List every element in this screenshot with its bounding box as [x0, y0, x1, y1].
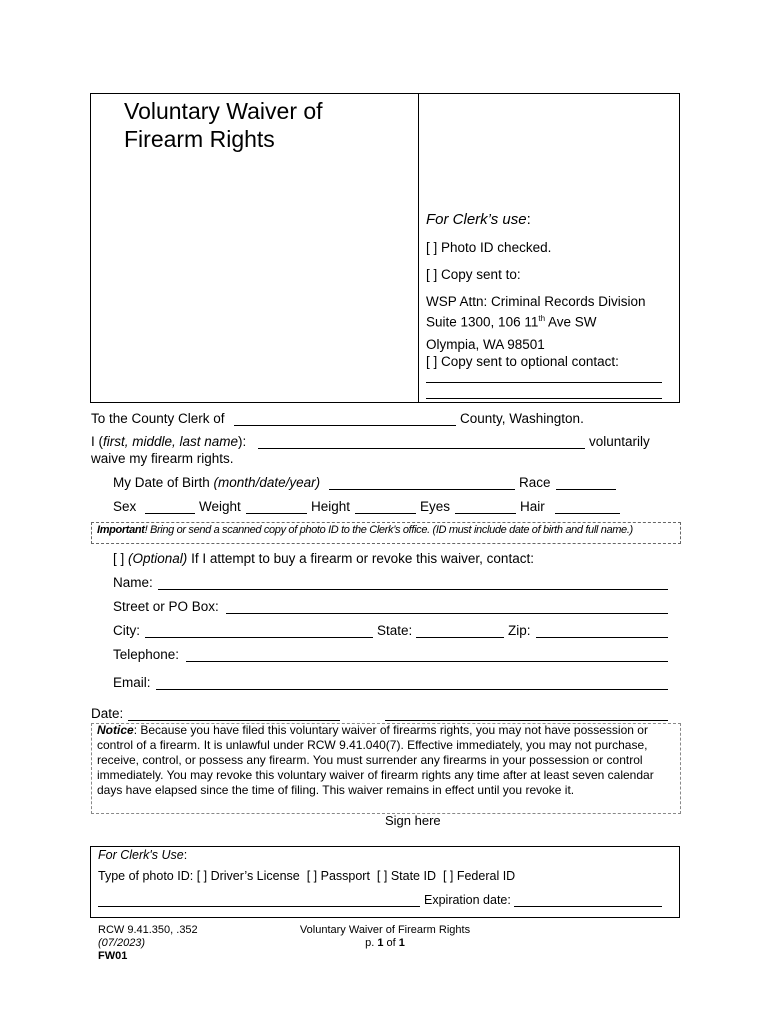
header-divider — [418, 93, 419, 402]
photo-id-type-row — [98, 869, 515, 883]
contact-telephone-label: Telephone: — [113, 647, 180, 662]
height-field[interactable] — [355, 513, 416, 514]
photo-id-type-label: Type of photo ID: — [98, 869, 194, 883]
footer-left — [98, 924, 198, 963]
wsp-line2: Suite 1300, 106 11th Ave SW — [426, 314, 597, 330]
footer-form-number: FW01 — [98, 950, 128, 962]
photo-id-checked-row — [426, 239, 551, 256]
drivers-license-checkbox[interactable]: [ ] — [196, 869, 208, 883]
name-declaration-label: I (first, middle, last name): — [91, 434, 247, 449]
clerk-use-heading: For Clerk’s use: — [426, 211, 531, 228]
optional-contact-checkbox[interactable]: [ ] — [113, 551, 125, 566]
copy-optional-checkbox[interactable]: [ ] — [426, 354, 438, 369]
contact-email-field[interactable] — [156, 689, 668, 690]
copy-optional-row — [426, 353, 619, 370]
passport-checkbox[interactable]: [ ] — [306, 869, 318, 883]
important-note: Important! Bring or send a scanned copy of photo ID to the Clerk’s office. (ID must include date of birth and full name.) — [97, 524, 633, 536]
copy-sent-label: Copy sent to: — [441, 267, 521, 282]
eyes-label: Eyes — [420, 499, 451, 514]
county-washington-label: County, Washington. — [460, 411, 584, 426]
passport-label: Passport — [320, 869, 370, 883]
contact-city-field[interactable] — [145, 637, 373, 638]
hair-label: Hair — [520, 499, 545, 514]
federal-id-label: Federal ID — [456, 869, 516, 883]
expiration-field[interactable] — [514, 906, 662, 907]
contact-state-field[interactable] — [416, 637, 504, 638]
waive-label: waive my firearm rights. — [91, 451, 234, 466]
footer-page: p. 1 of 1 — [365, 937, 405, 949]
copy-sent-row — [426, 266, 521, 283]
optional-contact-line-2[interactable] — [426, 398, 662, 399]
contact-telephone-field[interactable] — [186, 661, 668, 662]
form-title — [124, 97, 323, 153]
date-label: Date: — [91, 706, 124, 721]
drivers-license-label: Driver’s License — [210, 869, 300, 883]
contact-city-label: City: — [113, 623, 140, 638]
weight-field[interactable] — [246, 513, 307, 514]
footer-form-title: Voluntary Waiver of Firearm Rights — [299, 924, 471, 936]
contact-street-label: Street or PO Box: — [113, 599, 219, 614]
contact-street-field[interactable] — [226, 613, 668, 614]
contact-name-label: Name: — [113, 575, 153, 590]
footer-rcw: RCW 9.41.350, .352 — [98, 924, 198, 936]
footer-date: (07/2023) — [98, 937, 146, 949]
state-id-label: State ID — [390, 869, 436, 883]
hair-field[interactable] — [555, 513, 620, 514]
contact-state-label: State: — [377, 623, 413, 638]
contact-email-label: Email: — [113, 675, 151, 690]
race-field[interactable] — [556, 489, 616, 490]
wsp-line1: WSP Attn: Criminal Records Division — [426, 294, 646, 309]
dob-field[interactable] — [329, 489, 515, 490]
contact-zip-field[interactable] — [536, 637, 668, 638]
weight-label: Weight — [199, 499, 241, 514]
eyes-field[interactable] — [455, 513, 516, 514]
photo-id-checkbox[interactable]: [ ] — [426, 240, 438, 255]
full-name-field[interactable] — [258, 448, 585, 449]
race-label: Race — [519, 475, 551, 490]
sign-here-label: Sign here — [385, 813, 441, 828]
dob-label: My Date of Birth (month/date/year) — [113, 475, 321, 490]
county-field[interactable] — [234, 425, 456, 426]
sex-field[interactable] — [145, 513, 195, 514]
notice-text: Notice: Because you have filed this voluntary waiver of firearms rights, you may not have possession or control of a firearm. It is unlawful under RCW 9.41.040(7). Effective immediately, you may not purchase, receive, control, or possess any firearm. You must surrender any firearms in your possession or control immediately. You may revoke this voluntary waiver of firearm rights any time after at least seven calendar days have elapsed since the time of filing. This waiver remains in effect until you revoke it. — [97, 723, 654, 797]
state-id-checkbox[interactable]: [ ] — [376, 869, 388, 883]
to-county-clerk-label: To the County Clerk of — [91, 411, 225, 426]
optional-contact-line-1[interactable] — [426, 382, 662, 383]
wsp-address — [426, 293, 646, 331]
copy-sent-checkbox[interactable]: [ ] — [426, 267, 438, 282]
photo-id-checked-label: Photo ID checked. — [441, 240, 552, 255]
clerk-use-heading-2: For Clerk's Use: — [98, 848, 188, 862]
wsp-line3: Olympia, WA 98501 — [426, 337, 545, 352]
height-label: Height — [311, 499, 351, 514]
signature-field[interactable] — [385, 720, 668, 721]
sex-label: Sex — [113, 499, 137, 514]
contact-name-field[interactable] — [158, 589, 668, 590]
expiration-label: Expiration date: — [424, 893, 511, 907]
form-title-line1: Voluntary Waiver of — [124, 98, 323, 124]
copy-optional-label: Copy sent to optional contact: — [441, 354, 619, 369]
date-field[interactable] — [128, 720, 340, 721]
photo-id-number-field[interactable] — [98, 906, 420, 907]
footer-center — [285, 924, 485, 950]
contact-zip-label: Zip: — [508, 623, 531, 638]
voluntarily-label: voluntarily — [589, 434, 650, 449]
optional-contact-row: [ ] (Optional) If I attempt to buy a firearm or revoke this waiver, contact: — [113, 551, 534, 566]
form-title-line2: Firearm Rights — [124, 126, 275, 152]
federal-id-checkbox[interactable]: [ ] — [442, 869, 454, 883]
